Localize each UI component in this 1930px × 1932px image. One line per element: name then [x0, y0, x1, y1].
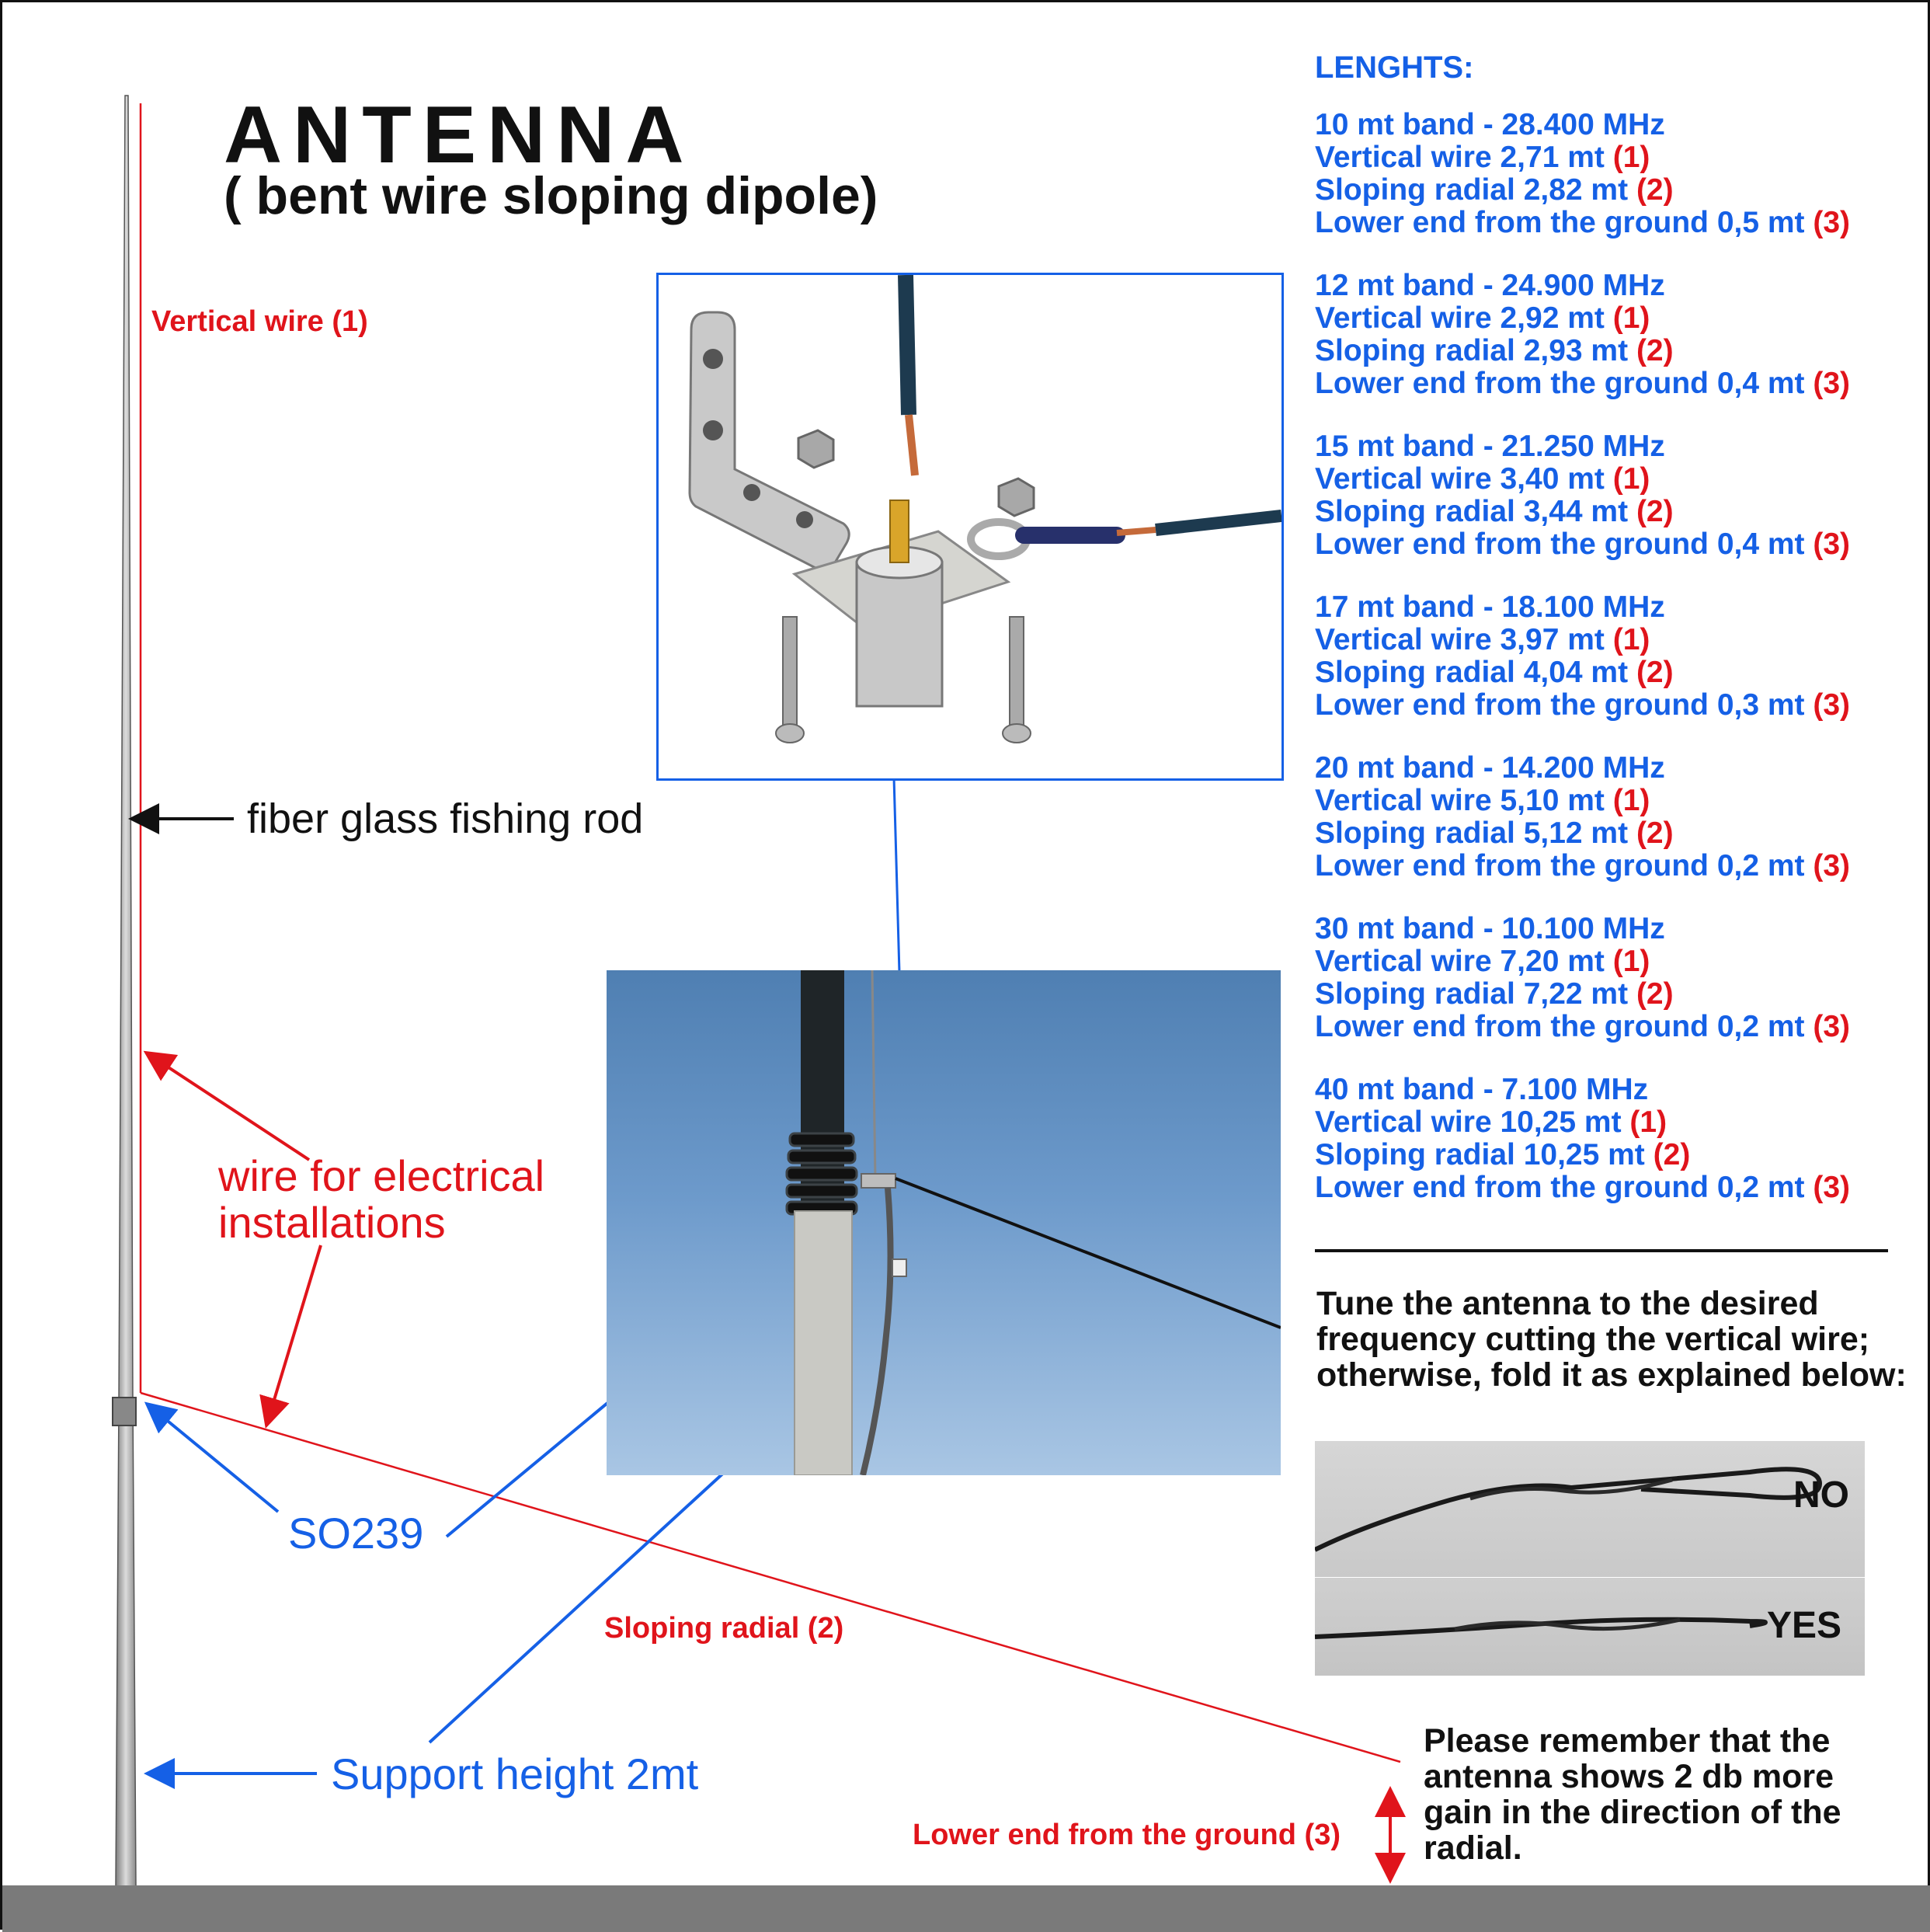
radial-length: Sloping radial 5,12 mt — [1315, 816, 1636, 850]
ref-2: (2) — [1636, 977, 1674, 1011]
fiber-rod-label: fiber glass fishing rod — [247, 795, 644, 842]
radial-length: Sloping radial 2,93 mt — [1315, 334, 1636, 367]
lower-end-label: Lower end from the ground (3) — [913, 1819, 1341, 1851]
ground-strip — [2, 1885, 1930, 1932]
band-15m — [1315, 430, 1913, 561]
vertical-wire-label: Vertical wire (1) — [151, 305, 368, 338]
vertical-length: Vertical wire 7,20 mt — [1315, 945, 1613, 978]
mast-photo — [607, 970, 1281, 1475]
ref-2: (2) — [1653, 1138, 1691, 1171]
band-30m — [1315, 913, 1913, 1043]
band-17m — [1315, 591, 1913, 722]
page-title: ANTENNA — [224, 90, 695, 180]
tune-note: Tune the antenna to the desired frequency cutting the vertical wire; otherwise, fold it as explained below: — [1316, 1285, 1907, 1394]
ref-1: (1) — [1612, 945, 1650, 978]
ref-2: (2) — [1636, 816, 1674, 850]
gold-pin — [890, 500, 909, 562]
electrical-wire-label-line2: installations — [218, 1198, 446, 1247]
lower-end-length: Lower end from the ground 0,4 mt — [1315, 527, 1814, 561]
ref-1: (1) — [1612, 141, 1650, 174]
ref-1: (1) — [1612, 623, 1650, 656]
radial-length: Sloping radial 2,82 mt — [1315, 173, 1636, 207]
radial-length: Sloping radial 7,22 mt — [1315, 977, 1636, 1011]
band-title: 10 mt band - 28.400 MHz — [1315, 108, 1665, 141]
so239-arrow-rod — [147, 1404, 278, 1512]
ref-3: (3) — [1813, 688, 1851, 722]
band-title: 20 mt band - 14.200 MHz — [1315, 751, 1665, 785]
ref-1: (1) — [1629, 1105, 1667, 1139]
coax-down — [863, 1188, 891, 1475]
ref-1: (1) — [1612, 301, 1650, 335]
ref-2: (2) — [1636, 656, 1674, 689]
radial-length: Sloping radial 10,25 mt — [1315, 1138, 1654, 1171]
screw-left — [783, 617, 797, 726]
lower-end-length: Lower end from the ground 0,2 mt — [1315, 1010, 1814, 1043]
ref-2: (2) — [1636, 173, 1674, 207]
ref-3: (3) — [1813, 367, 1851, 400]
vertical-length: Vertical wire 3,40 mt — [1315, 462, 1613, 496]
right-wire — [1156, 516, 1281, 530]
nut-right — [999, 479, 1034, 516]
electrical-wire-label-line1: wire for electrical — [218, 1151, 545, 1200]
nut-left — [798, 430, 833, 468]
lower-end-length: Lower end from the ground 0,2 mt — [1315, 849, 1814, 882]
fold-no-label: NO — [1793, 1474, 1849, 1516]
band-title: 12 mt band - 24.900 MHz — [1315, 269, 1665, 302]
band-40m — [1315, 1074, 1913, 1204]
so239-barrel — [857, 562, 942, 706]
ref-2: (2) — [1636, 334, 1674, 367]
fold-yes-label: YES — [1767, 1605, 1842, 1646]
page-subtitle: ( bent wire sloping dipole) — [224, 166, 878, 225]
ref-1: (1) — [1612, 462, 1650, 496]
lower-end-length: Lower end from the ground 0,2 mt — [1315, 1171, 1814, 1204]
band-10m — [1315, 109, 1913, 239]
band-title: 15 mt band - 21.250 MHz — [1315, 430, 1665, 463]
electrical-wire-arrow-down — [266, 1245, 321, 1426]
photo-connector — [861, 1174, 895, 1188]
ref-3: (3) — [1813, 527, 1851, 561]
vertical-length: Vertical wire 3,97 mt — [1315, 623, 1613, 656]
ref-3: (3) — [1813, 1171, 1851, 1204]
electrical-wire-arrow-up — [146, 1053, 309, 1160]
lengths-header: LENGHTS: — [1315, 50, 1474, 85]
band-title: 40 mt band - 7.100 MHz — [1315, 1073, 1649, 1106]
top-wire — [906, 275, 909, 415]
ref-2: (2) — [1636, 495, 1674, 528]
grey-tube — [795, 1211, 852, 1475]
lengths-table — [1315, 50, 1913, 1234]
support-height-label: Support height 2mt — [331, 1749, 699, 1798]
screw-right — [1010, 617, 1024, 726]
fishing-rod — [116, 96, 136, 1886]
so239-label: SO239 — [288, 1509, 424, 1558]
ref-3: (3) — [1813, 849, 1851, 882]
vertical-length: Vertical wire 2,71 mt — [1315, 141, 1613, 174]
fold-photo-no — [1315, 1441, 1865, 1577]
ref-3: (3) — [1813, 1010, 1851, 1043]
vertical-length: Vertical wire 5,10 mt — [1315, 784, 1613, 817]
radial-length: Sloping radial 4,04 mt — [1315, 656, 1636, 689]
gain-note: Please remember that the antenna shows 2 db more gain in the direction of the radial. — [1424, 1722, 1841, 1867]
so239-joint — [113, 1398, 136, 1426]
vertical-length: Vertical wire 10,25 mt — [1315, 1105, 1630, 1139]
band-20m — [1315, 752, 1913, 882]
radial-wire-photo — [895, 1178, 1281, 1328]
lower-end-length: Lower end from the ground 0,4 mt — [1315, 367, 1814, 400]
band-12m — [1315, 270, 1913, 400]
band-title: 30 mt band - 10.100 MHz — [1315, 912, 1665, 945]
vertical-length: Vertical wire 2,92 mt — [1315, 301, 1613, 335]
connector-parts-photo — [656, 273, 1284, 781]
sloping-radial-label: Sloping radial (2) — [604, 1612, 844, 1645]
ref-1: (1) — [1612, 784, 1650, 817]
lower-end-length: Lower end from the ground 0,5 mt — [1315, 206, 1814, 239]
band-title: 17 mt band - 18.100 MHz — [1315, 590, 1665, 624]
lower-end-length: Lower end from the ground 0,3 mt — [1315, 688, 1814, 722]
radial-length: Sloping radial 3,44 mt — [1315, 495, 1636, 528]
ref-3: (3) — [1813, 206, 1851, 239]
